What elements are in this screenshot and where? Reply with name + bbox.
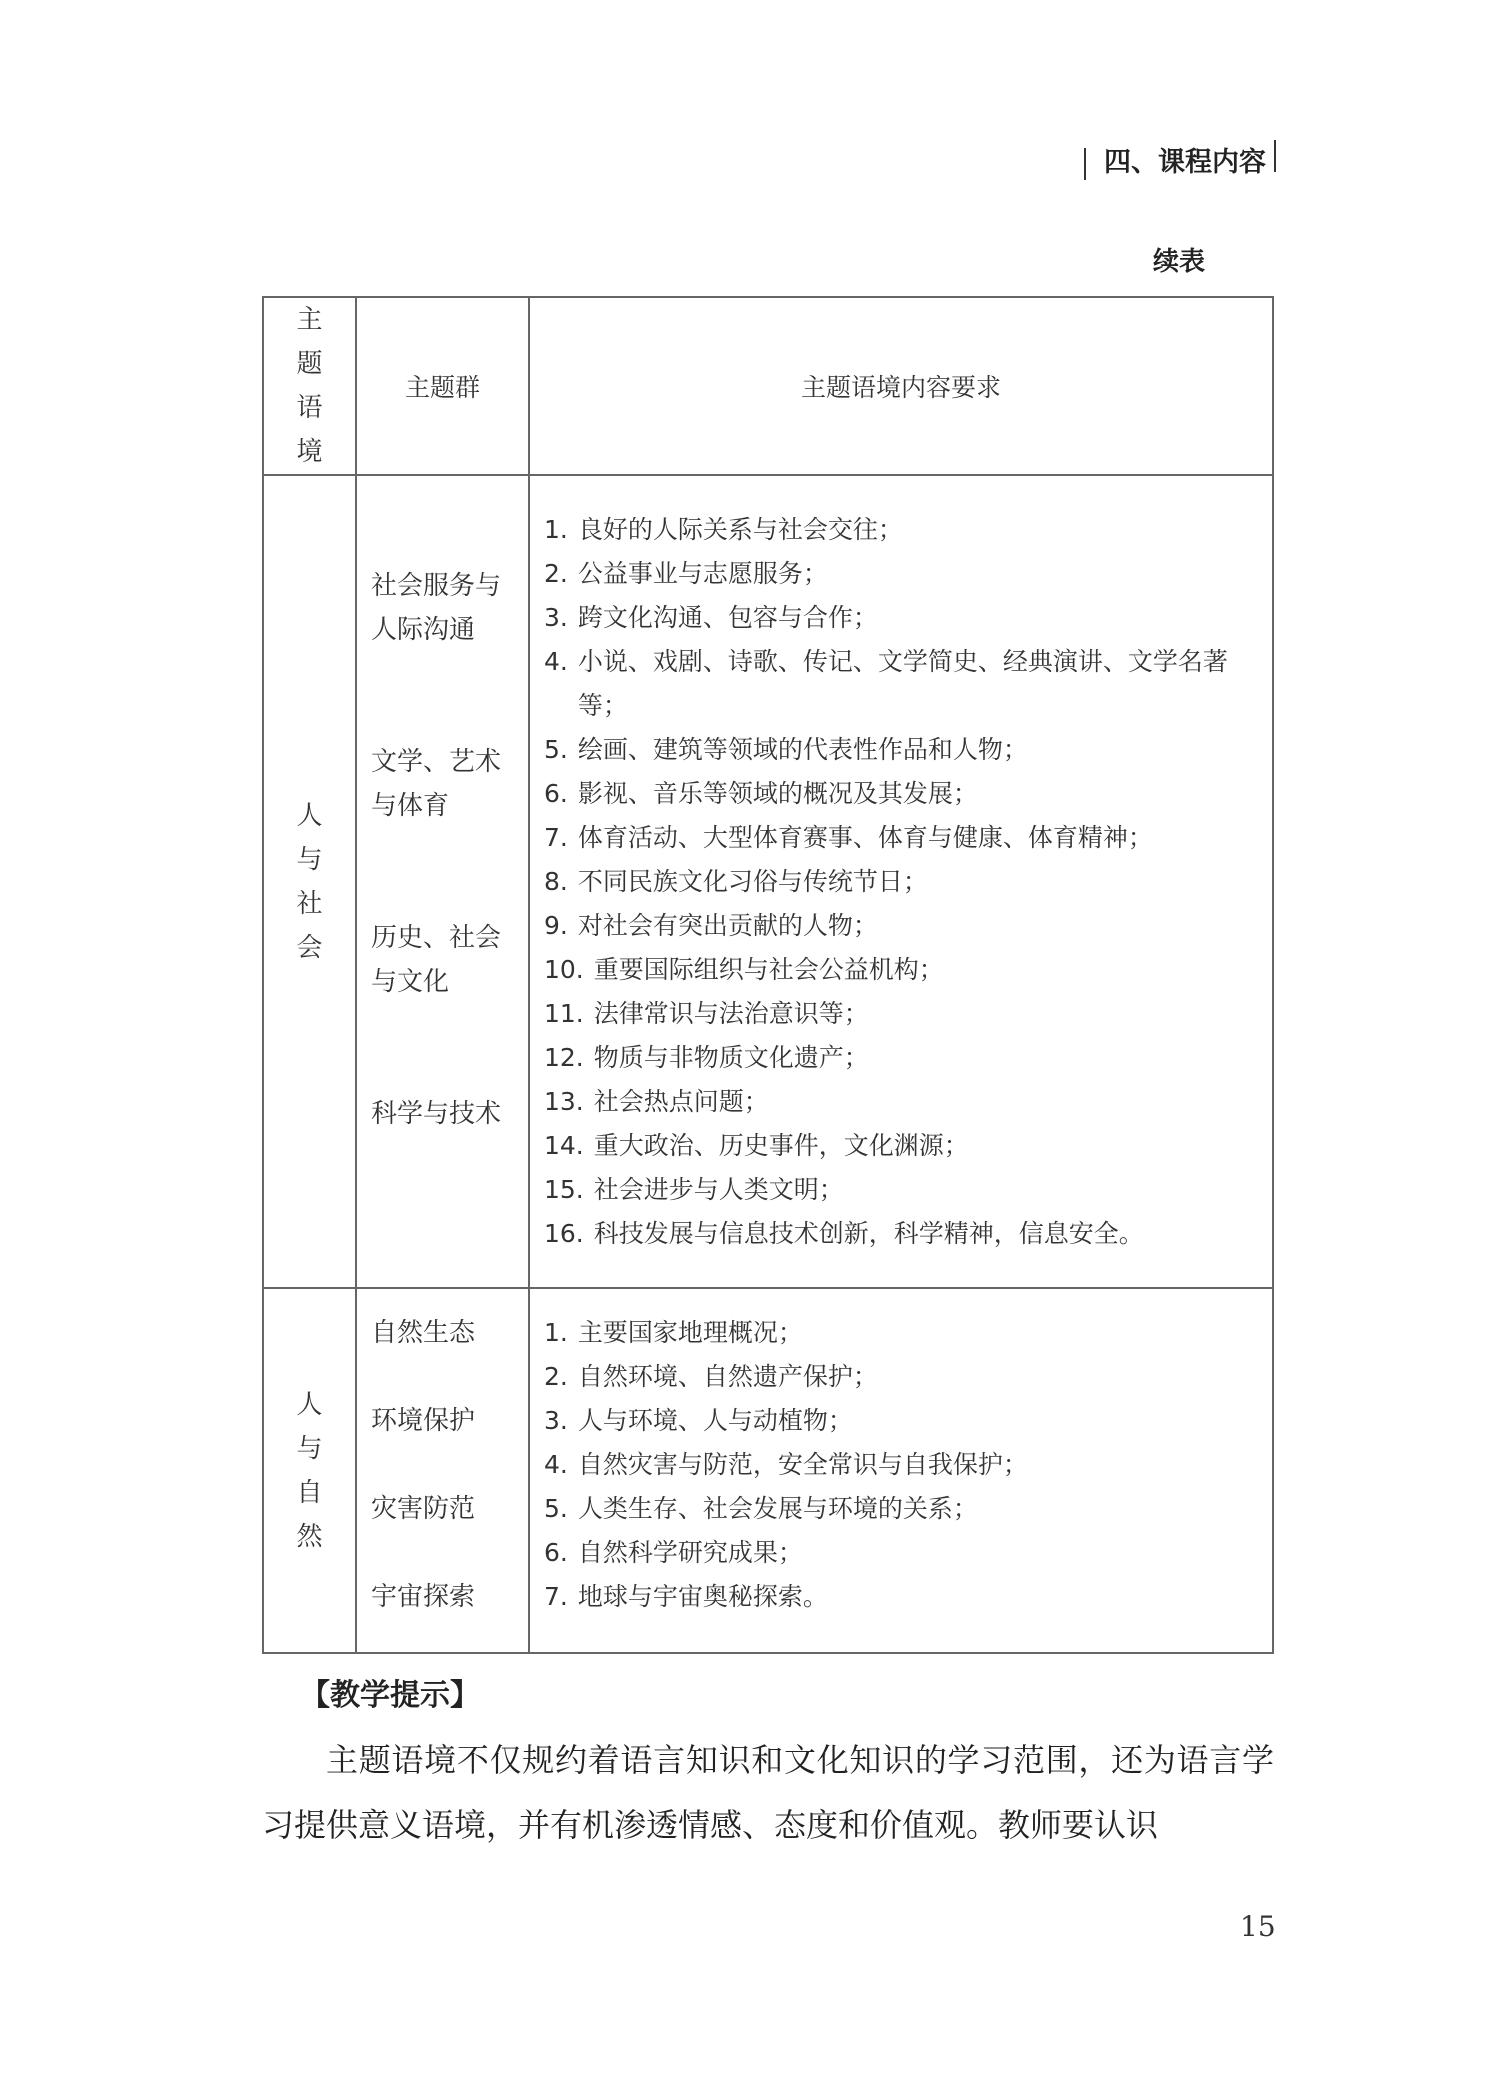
list-item [544,1124,1272,1168]
item-text: 对社会有突出贡献的人物； [577,911,878,940]
item-number: 1. [544,515,568,544]
list-item [544,948,1272,992]
context-label: 人与社会 [296,800,323,963]
theme-group: 文学、艺术与体育 [371,747,502,821]
requirements-list [544,1289,1272,1619]
item-text: 影视、音乐等领域的概况及其发展； [577,779,978,808]
item-number: 5. [544,735,568,764]
theme-group: 科学与技术 [371,1099,502,1129]
list-item [544,1487,1272,1531]
item-text: 重要国际组织与社会公益机构； [593,955,944,984]
item-number: 4. [544,647,568,676]
list-item [544,1399,1272,1443]
list-item [544,1575,1272,1619]
table-row-society [263,475,1273,1288]
requirements-cell [529,475,1273,1288]
theme-group: 环境保护 [371,1406,476,1436]
item-number: 12. [544,1043,584,1072]
list-item [544,1168,1272,1212]
item-number: 3. [544,1406,568,1435]
list-item [544,508,1272,552]
theme-group: 宇宙探索 [371,1582,476,1612]
item-text: 科技发展与信息技术创新，科学精神，信息安全。 [593,1219,1144,1248]
item-number: 16. [544,1219,584,1248]
item-text: 社会进步与人类文明； [593,1175,844,1204]
requirements-cell [529,1288,1273,1653]
item-text: 人类生存、社会发展与环境的关系； [577,1494,978,1523]
item-number: 2. [544,1362,568,1391]
teaching-tip-heading: 【教学提示】 [300,1678,480,1713]
item-text: 社会热点问题； [593,1087,769,1116]
item-text: 体育活动、大型体育赛事、体育与健康、体育精神； [577,823,1153,852]
item-number: 15. [544,1175,584,1204]
requirements-list [544,476,1272,1256]
item-number: 9. [544,911,568,940]
item-number: 11. [544,999,584,1028]
page-number: 15 [1240,1910,1276,1943]
list-item [544,816,1272,860]
list-item [544,1080,1272,1124]
header-divider-left [1084,148,1086,180]
item-number: 7. [544,1582,568,1611]
item-text: 物质与非物质文化遗产； [593,1043,869,1072]
item-number: 2. [544,559,568,588]
item-number: 6. [544,779,568,808]
header-divider-right [1274,140,1276,172]
running-header [1066,140,1266,180]
theme-group: 社会服务与人际沟通 [371,571,502,645]
item-text: 自然环境、自然遗产保护； [577,1362,878,1391]
item-number: 8. [544,867,568,896]
list-item [544,904,1272,948]
item-number: 7. [544,823,568,852]
group-cell [356,1288,529,1653]
item-number: 10. [544,955,584,984]
context-label: 人与自然 [296,1389,323,1552]
list-item [544,1036,1272,1080]
list-item [544,1443,1272,1487]
item-number: 5. [544,1494,568,1523]
item-text: 人与环境、人与动植物； [577,1406,853,1435]
table-header-row [263,297,1273,475]
teaching-tip-paragraph: 主题语境不仅规约着语言知识和文化知识的学习范围，还为语言学习提供意义语境，并有机渗透情感、态度和价值观。教师要认识 [262,1741,1274,1844]
item-text: 跨文化沟通、包容与合作； [577,603,878,632]
theme-group: 灾害防范 [371,1494,476,1524]
header-group: 主题群 [356,297,529,475]
item-text: 自然灾害与防范，安全常识与自我保护； [577,1450,1028,1479]
header-requirements: 主题语境内容要求 [529,297,1273,475]
list-item [544,1355,1272,1399]
item-number: 14. [544,1131,584,1160]
list-item [544,596,1272,640]
item-text: 自然科学研究成果； [577,1538,803,1567]
item-number: 6. [544,1538,568,1567]
item-text: 绘画、建筑等领域的代表性作品和人物； [577,735,1028,764]
table-row-nature [263,1288,1273,1653]
item-number: 3. [544,603,568,632]
list-item [544,1212,1272,1256]
list-item [544,552,1272,596]
item-number: 1. [544,1318,568,1347]
context-cell [263,475,356,1288]
list-item [544,728,1272,772]
list-item [544,1311,1272,1355]
theme-context-table [262,296,1274,1654]
list-item [544,860,1272,904]
list-item [544,1531,1272,1575]
item-text: 良好的人际关系与社会交往； [577,515,903,544]
header-context: 主题语境 [263,297,356,475]
item-text: 主要国家地理概况； [577,1318,803,1347]
list-item [544,992,1272,1036]
item-text: 地球与宇宙奥秘探索。 [577,1582,828,1611]
theme-group: 自然生态 [371,1318,476,1348]
item-text: 小说、戏剧、诗歌、传记、文学简史、经典演讲、文学名著等； [577,647,1228,720]
item-text: 重大政治、历史事件，文化渊源； [593,1131,969,1160]
continued-label: 续表 [1153,247,1206,277]
item-text: 不同民族文化习俗与传统节日； [577,867,928,896]
item-text: 公益事业与志愿服务； [577,559,828,588]
theme-group: 历史、社会与文化 [371,923,502,997]
item-number: 13. [544,1087,584,1116]
list-item [544,772,1272,816]
group-cell [356,475,529,1288]
header-title: 四、课程内容 [1104,147,1266,178]
item-text: 法律常识与法治意识等； [593,999,869,1028]
list-item [544,640,1272,728]
context-cell [263,1288,356,1653]
item-number: 4. [544,1450,568,1479]
